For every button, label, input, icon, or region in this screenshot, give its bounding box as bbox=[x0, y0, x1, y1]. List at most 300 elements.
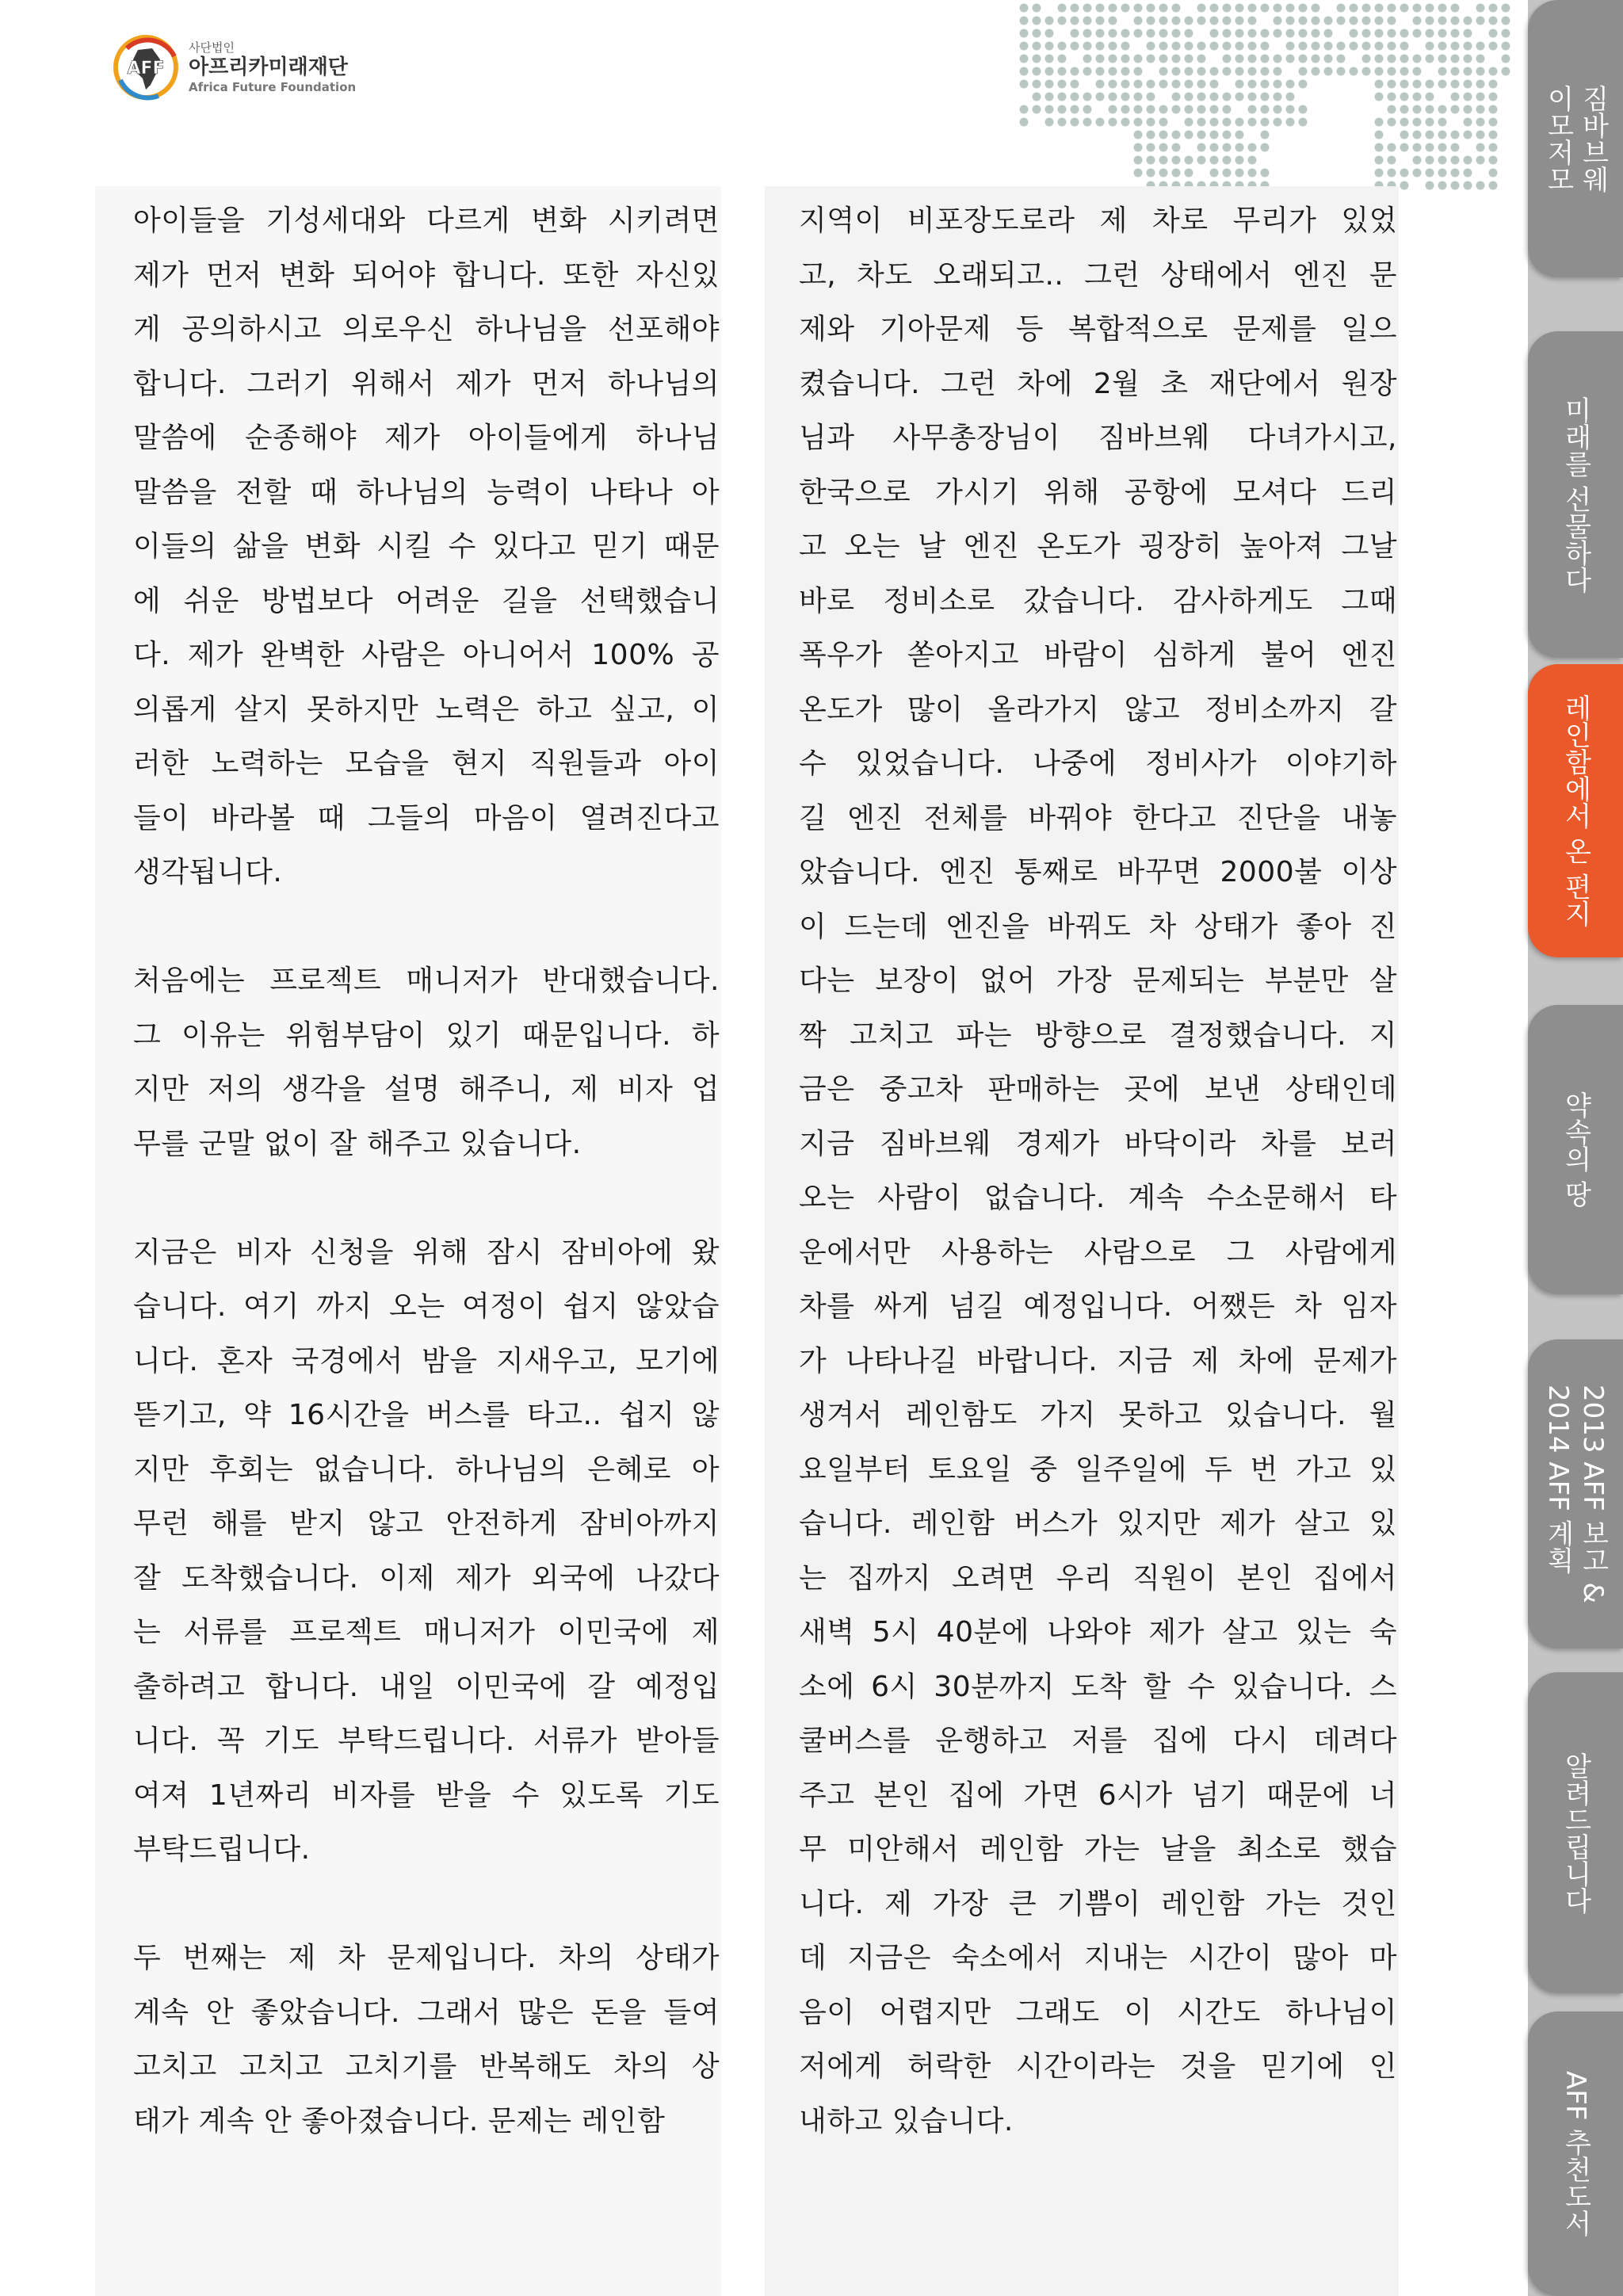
right-column-text-line: 다는 보장이 없어 가장 문제되는 부분만 살 bbox=[799, 965, 1397, 997]
right-column-text-line: 았습니다. 엔진 통째로 바꾸면 2000불 이상 bbox=[799, 856, 1397, 888]
map-dot bbox=[1083, 42, 1092, 51]
right-column-text-line: 오는 사람이 없습니다. 계속 수소문해서 타 bbox=[799, 1182, 1397, 1214]
map-dot bbox=[1274, 67, 1282, 76]
map-dot bbox=[1502, 67, 1510, 76]
map-dot bbox=[1210, 105, 1219, 114]
map-dot bbox=[1375, 42, 1384, 51]
map-dot bbox=[1197, 4, 1206, 13]
map-dot bbox=[1185, 118, 1193, 127]
map-dot bbox=[1033, 42, 1041, 51]
map-dot bbox=[1375, 93, 1384, 101]
map-dot bbox=[1134, 17, 1143, 25]
map-dot bbox=[1388, 93, 1396, 101]
map-dot bbox=[1426, 118, 1434, 127]
map-dot bbox=[1083, 118, 1092, 127]
map-dot bbox=[1375, 4, 1384, 13]
map-dot bbox=[1299, 67, 1308, 76]
map-dot bbox=[1413, 105, 1422, 114]
map-dot bbox=[1502, 4, 1510, 13]
map-dot bbox=[1235, 80, 1244, 89]
org-name: 아프리카미래재단 bbox=[189, 55, 348, 79]
map-dot bbox=[1375, 118, 1384, 127]
map-dot bbox=[1109, 118, 1117, 127]
map-dot bbox=[1172, 105, 1181, 114]
map-dot bbox=[1388, 105, 1396, 114]
map-dot bbox=[1248, 17, 1257, 25]
left-column-text-line: 그 이유는 위험부담이 있기 때문입니다. 하 bbox=[133, 1018, 720, 1052]
map-dot bbox=[1464, 42, 1472, 51]
left-column-text-line: 러한 노력하는 모습을 현지 직원들과 아이 bbox=[133, 747, 720, 780]
map-dot bbox=[1121, 42, 1130, 51]
map-dot bbox=[1210, 143, 1219, 152]
map-dot bbox=[1210, 118, 1219, 127]
map-dot bbox=[1489, 181, 1498, 190]
map-dot bbox=[1159, 169, 1168, 178]
paragraph-gap bbox=[133, 900, 720, 955]
map-dot bbox=[1033, 80, 1041, 89]
map-dot bbox=[1109, 4, 1117, 13]
map-dot bbox=[1375, 29, 1384, 38]
map-dot bbox=[1413, 17, 1422, 25]
map-dot bbox=[1147, 4, 1155, 13]
map-dot bbox=[1400, 29, 1409, 38]
map-dot bbox=[1362, 55, 1371, 63]
map-dot bbox=[1489, 93, 1498, 101]
map-dot bbox=[1058, 67, 1067, 76]
map-dot bbox=[1299, 105, 1308, 114]
map-dot bbox=[1312, 55, 1320, 63]
map-dot bbox=[1413, 156, 1422, 165]
map-dot bbox=[1261, 80, 1270, 89]
map-dot bbox=[1197, 131, 1206, 139]
map-dot bbox=[1451, 42, 1460, 51]
map-dot bbox=[1071, 105, 1079, 114]
map-dot bbox=[1172, 4, 1181, 13]
map-dot bbox=[1489, 42, 1498, 51]
map-dot bbox=[1159, 156, 1168, 165]
map-dot bbox=[1033, 55, 1041, 63]
left-column-text-line: 니다. 혼자 국경에서 밤을 지새우고, 모기에 bbox=[133, 1344, 720, 1377]
map-dot bbox=[1350, 29, 1358, 38]
map-dot bbox=[1261, 67, 1270, 76]
map-dot bbox=[1235, 118, 1244, 127]
map-dot bbox=[1286, 118, 1295, 127]
map-dot bbox=[1502, 29, 1510, 38]
right-column-text-line: 고 오는 날 엔진 온도가 굉장히 높아져 그날 bbox=[799, 530, 1397, 563]
map-dot bbox=[1147, 143, 1155, 152]
map-dot bbox=[1172, 17, 1181, 25]
section-tab-6[interactable] bbox=[1528, 1672, 1623, 1993]
map-dot bbox=[1235, 143, 1244, 152]
map-dot bbox=[1033, 29, 1041, 38]
map-dot bbox=[1197, 17, 1206, 25]
map-dot bbox=[1109, 80, 1117, 89]
map-dot bbox=[1324, 67, 1333, 76]
map-dot bbox=[1388, 55, 1396, 63]
map-dot bbox=[1426, 181, 1434, 190]
map-dot bbox=[1261, 169, 1270, 178]
map-dot bbox=[1159, 80, 1168, 89]
map-dot bbox=[1312, 29, 1320, 38]
map-dot bbox=[1476, 105, 1485, 114]
map-dot bbox=[1185, 67, 1193, 76]
map-dot bbox=[1274, 93, 1282, 101]
map-dot bbox=[1197, 67, 1206, 76]
map-dot bbox=[1045, 42, 1054, 51]
map-dot bbox=[1438, 42, 1447, 51]
map-dot bbox=[1476, 17, 1485, 25]
map-dot bbox=[1324, 55, 1333, 63]
section-tab-4[interactable] bbox=[1528, 1005, 1623, 1294]
map-dot bbox=[1083, 4, 1092, 13]
right-column-text-line: 한국으로 가시기 위해 공항에 모셔다 드리 bbox=[799, 476, 1397, 509]
map-dot bbox=[1159, 17, 1168, 25]
map-dot bbox=[1426, 156, 1434, 165]
map-dot bbox=[1210, 4, 1219, 13]
map-dot bbox=[1261, 55, 1270, 63]
map-dot bbox=[1147, 169, 1155, 178]
map-dot bbox=[1248, 42, 1257, 51]
map-dot bbox=[1058, 105, 1067, 114]
map-dot bbox=[1185, 42, 1193, 51]
map-dot bbox=[1109, 55, 1117, 63]
map-dot bbox=[1033, 17, 1041, 25]
map-dot bbox=[1438, 67, 1447, 76]
map-dot bbox=[1312, 17, 1320, 25]
map-dot bbox=[1223, 143, 1232, 152]
map-dot bbox=[1121, 4, 1130, 13]
map-dot bbox=[1502, 55, 1510, 63]
map-dot bbox=[1210, 169, 1219, 178]
map-dot bbox=[1299, 4, 1308, 13]
map-dot bbox=[1134, 4, 1143, 13]
map-dot bbox=[1362, 17, 1371, 25]
right-column-text-line: 길 엔진 전체를 바꿔야 한다고 진단을 내놓 bbox=[799, 801, 1397, 835]
map-dot bbox=[1134, 80, 1143, 89]
map-dot bbox=[1109, 29, 1117, 38]
right-column-text-line: 켰습니다. 그런 차에 2월 초 재단에서 원장 bbox=[799, 367, 1397, 400]
map-dot bbox=[1058, 80, 1067, 89]
section-tab-3[interactable] bbox=[1528, 664, 1623, 957]
map-dot bbox=[1426, 105, 1434, 114]
right-column-text-line: 새벽 5시 40분에 나와야 제가 살고 있는 숙 bbox=[799, 1616, 1397, 1648]
map-dot bbox=[1451, 4, 1460, 13]
left-column-text-line: 게 공의하시고 의로우신 하나님을 선포해야 bbox=[133, 313, 720, 346]
map-dot bbox=[1109, 67, 1117, 76]
map-dot bbox=[1464, 181, 1472, 190]
map-dot bbox=[1172, 143, 1181, 152]
map-dot bbox=[1248, 156, 1257, 165]
map-dot bbox=[1413, 93, 1422, 101]
section-tab-7[interactable] bbox=[1528, 2011, 1623, 2296]
map-dot bbox=[1121, 118, 1130, 127]
left-column-text-line: 니다. 꼭 기도 부탁드립니다. 서류가 받아들 bbox=[133, 1725, 720, 1757]
left-column-text-line: 출하려고 합니다. 내일 이민국에 갈 예정입 bbox=[133, 1670, 720, 1703]
map-dot bbox=[1400, 67, 1409, 76]
map-dot bbox=[1235, 156, 1244, 165]
map-dot bbox=[1476, 118, 1485, 127]
map-dot bbox=[1400, 169, 1409, 178]
section-tab-1[interactable] bbox=[1528, 0, 1623, 277]
map-dot bbox=[1185, 55, 1193, 63]
map-dot bbox=[1185, 93, 1193, 101]
right-column-text-line: 차를 싸게 넘길 예정입니다. 어쨌든 차 임자 bbox=[799, 1290, 1397, 1323]
map-dot bbox=[1235, 17, 1244, 25]
map-dot bbox=[1400, 105, 1409, 114]
map-dot bbox=[1261, 131, 1270, 139]
map-dot bbox=[1438, 181, 1447, 190]
map-dot bbox=[1388, 143, 1396, 152]
map-dot bbox=[1033, 67, 1041, 76]
left-column-text-line: 무런 해를 받지 않고 안전하게 잠비아까지 bbox=[133, 1507, 720, 1540]
map-dot bbox=[1096, 80, 1105, 89]
map-dot bbox=[1375, 156, 1384, 165]
map-dot bbox=[1121, 80, 1130, 89]
map-dot bbox=[1312, 4, 1320, 13]
map-dot bbox=[1058, 17, 1067, 25]
map-dot bbox=[1223, 17, 1232, 25]
map-dot bbox=[1451, 131, 1460, 139]
map-dot bbox=[1071, 17, 1079, 25]
map-dot bbox=[1438, 80, 1447, 89]
org-name-english: Africa Future Foundation bbox=[189, 80, 357, 94]
map-dot bbox=[1033, 93, 1041, 101]
right-column-text-line: 무 미안해서 레인함 가는 날을 최소로 했습 bbox=[799, 1833, 1397, 1866]
map-dot bbox=[1147, 55, 1155, 63]
map-dot bbox=[1476, 143, 1485, 152]
map-dot bbox=[1235, 93, 1244, 101]
map-dot bbox=[1020, 42, 1029, 51]
map-dot bbox=[1476, 55, 1485, 63]
map-dot bbox=[1299, 17, 1308, 25]
left-column-text-line: 아이들을 기성세대와 다르게 변화 시키려면 bbox=[133, 204, 720, 237]
map-dot bbox=[1210, 80, 1219, 89]
map-dot bbox=[1350, 17, 1358, 25]
map-dot bbox=[1223, 55, 1232, 63]
map-dot bbox=[1197, 55, 1206, 63]
map-dot bbox=[1134, 131, 1143, 139]
map-dot bbox=[1274, 17, 1282, 25]
map-dot bbox=[1033, 105, 1041, 114]
map-dot bbox=[1426, 93, 1434, 101]
map-dot bbox=[1235, 42, 1244, 51]
map-dot bbox=[1197, 80, 1206, 89]
section-tab-label: 짐바브웨 이모저모 bbox=[1542, 85, 1609, 193]
map-dot bbox=[1159, 42, 1168, 51]
map-dot bbox=[1337, 4, 1346, 13]
map-dot bbox=[1109, 105, 1117, 114]
map-dot bbox=[1489, 17, 1498, 25]
map-dot bbox=[1426, 29, 1434, 38]
org-type-label: 사단법인 bbox=[189, 40, 235, 55]
left-column-text-line: 고치고 고치고 고치기를 반복해도 차의 상 bbox=[133, 2050, 720, 2083]
map-dot bbox=[1033, 4, 1041, 13]
map-dot bbox=[1312, 42, 1320, 51]
map-dot bbox=[1045, 93, 1054, 101]
left-column-text-line: 두 번째는 제 차 문제입니다. 차의 상태가 bbox=[133, 1942, 720, 1974]
map-dot bbox=[1464, 93, 1472, 101]
map-dot bbox=[1096, 55, 1105, 63]
map-dot bbox=[1083, 67, 1092, 76]
map-dot bbox=[1083, 105, 1092, 114]
map-dot bbox=[1134, 105, 1143, 114]
right-column-text-line: 바로 정비소로 갔습니다. 감사하게도 그때 bbox=[799, 584, 1397, 617]
map-dot bbox=[1058, 42, 1067, 51]
map-dot bbox=[1375, 55, 1384, 63]
map-dot bbox=[1388, 118, 1396, 127]
map-dot bbox=[1197, 156, 1206, 165]
map-dot bbox=[1476, 42, 1485, 51]
map-dot bbox=[1400, 55, 1409, 63]
map-dot bbox=[1464, 105, 1472, 114]
map-dot bbox=[1274, 55, 1282, 63]
map-dot bbox=[1197, 143, 1206, 152]
map-dot bbox=[1121, 29, 1130, 38]
map-dot bbox=[1210, 17, 1219, 25]
map-dot bbox=[1426, 4, 1434, 13]
map-dot bbox=[1489, 105, 1498, 114]
map-dot bbox=[1261, 93, 1270, 101]
map-dot bbox=[1400, 131, 1409, 139]
section-tab-label: AFF 추천도서 bbox=[1560, 2070, 1591, 2237]
right-column-text-line: 제와 기아문제 등 복합적으로 문제를 일으 bbox=[799, 313, 1397, 346]
right-column-text-line: 습니다. 레인함 버스가 있지만 제가 살고 있 bbox=[799, 1507, 1397, 1540]
map-dot bbox=[1071, 118, 1079, 127]
map-dot bbox=[1235, 55, 1244, 63]
map-dot bbox=[1451, 29, 1460, 38]
map-dot bbox=[1045, 105, 1054, 114]
map-dot bbox=[1210, 131, 1219, 139]
map-dot bbox=[1172, 67, 1181, 76]
map-dot bbox=[1172, 169, 1181, 178]
left-column-text-line: 계속 안 좋았습니다. 그래서 많은 돈을 들여 bbox=[133, 1996, 720, 2029]
map-dot bbox=[1045, 80, 1054, 89]
map-dot bbox=[1324, 29, 1333, 38]
map-dot bbox=[1020, 67, 1029, 76]
map-dot bbox=[1451, 80, 1460, 89]
map-dot bbox=[1058, 118, 1067, 127]
map-dot bbox=[1172, 93, 1181, 101]
left-column-text-line: 무를 군말 없이 잘 해주고 있습니다. bbox=[133, 1127, 582, 1160]
map-dot bbox=[1223, 118, 1232, 127]
map-dot bbox=[1299, 29, 1308, 38]
map-dot bbox=[1159, 131, 1168, 139]
map-dot bbox=[1464, 169, 1472, 178]
map-dot bbox=[1096, 67, 1105, 76]
map-dot bbox=[1464, 80, 1472, 89]
left-column-text-line: 말씀을 전할 때 하나님의 능력이 나타나 아 bbox=[133, 476, 720, 509]
map-dot bbox=[1223, 131, 1232, 139]
map-dot bbox=[1134, 93, 1143, 101]
right-column-text-line: 이 드는데 엔진을 바꿔도 차 상태가 좋아 진 bbox=[799, 910, 1397, 943]
map-dot bbox=[1286, 4, 1295, 13]
map-dot bbox=[1476, 93, 1485, 101]
map-dot bbox=[1020, 55, 1029, 63]
map-dot bbox=[1045, 118, 1054, 127]
map-dot bbox=[1197, 105, 1206, 114]
map-dot bbox=[1172, 156, 1181, 165]
map-dot bbox=[1489, 4, 1498, 13]
map-dot bbox=[1096, 93, 1105, 101]
map-dot bbox=[1375, 143, 1384, 152]
map-dot bbox=[1261, 143, 1270, 152]
map-dot bbox=[1121, 93, 1130, 101]
map-dot bbox=[1312, 67, 1320, 76]
map-dot bbox=[1426, 80, 1434, 89]
map-dot bbox=[1185, 17, 1193, 25]
map-dot bbox=[1413, 118, 1422, 127]
map-dot bbox=[1058, 4, 1067, 13]
map-dot bbox=[1235, 67, 1244, 76]
map-dot bbox=[1134, 55, 1143, 63]
right-column-text-line: 운에서만 사용하는 사람으로 그 사람에게 bbox=[799, 1236, 1397, 1269]
section-tab-label: 약속의 땅 bbox=[1560, 1091, 1591, 1208]
left-column-text-line: 에 쉬운 방법보다 어려운 길을 선택했습니 bbox=[133, 584, 720, 617]
map-dot bbox=[1147, 29, 1155, 38]
right-text-column bbox=[799, 194, 1397, 2149]
map-dot bbox=[1109, 42, 1117, 51]
map-dot bbox=[1058, 93, 1067, 101]
left-column-text-line: 이들의 삶을 변화 시킬 수 있다고 믿기 때문 bbox=[133, 530, 720, 563]
map-dot bbox=[1413, 143, 1422, 152]
section-tab-5[interactable] bbox=[1528, 1339, 1623, 1648]
map-dot bbox=[1337, 17, 1346, 25]
map-dot bbox=[1476, 181, 1485, 190]
map-dot bbox=[1096, 17, 1105, 25]
section-tab-label: 레인함에서 온 편지 bbox=[1560, 694, 1591, 927]
section-tab-2[interactable] bbox=[1528, 331, 1623, 658]
foundation-logo bbox=[111, 32, 356, 103]
map-dot bbox=[1223, 67, 1232, 76]
map-dot bbox=[1134, 156, 1143, 165]
map-dot bbox=[1489, 67, 1498, 76]
map-dot bbox=[1096, 29, 1105, 38]
map-dot bbox=[1426, 55, 1434, 63]
map-dot bbox=[1248, 29, 1257, 38]
map-dot bbox=[1413, 4, 1422, 13]
right-column-text-line: 고, 차도 오래되고.. 그런 상태에서 엔진 문 bbox=[799, 258, 1397, 292]
map-dot bbox=[1159, 4, 1168, 13]
map-dot bbox=[1438, 143, 1447, 152]
section-tab-label: 미래를 선물하다 bbox=[1560, 395, 1591, 594]
map-dot bbox=[1197, 118, 1206, 127]
map-dot bbox=[1096, 4, 1105, 13]
map-dot bbox=[1464, 17, 1472, 25]
map-dot bbox=[1147, 118, 1155, 127]
map-dot bbox=[1299, 55, 1308, 63]
map-dot bbox=[1438, 105, 1447, 114]
left-column-text-line: 의롭게 살지 못하지만 노력은 하고 싶고, 이 bbox=[133, 693, 720, 726]
right-column-text-line: 데 지금은 숙소에서 지내는 시간이 많아 마 bbox=[799, 1942, 1397, 1974]
map-dot bbox=[1489, 118, 1498, 127]
left-column-text-line: 생각됩니다. bbox=[133, 856, 283, 888]
map-dot bbox=[1159, 67, 1168, 76]
map-dot bbox=[1274, 105, 1282, 114]
map-dot bbox=[1020, 118, 1029, 127]
map-dot bbox=[1388, 156, 1396, 165]
map-dot bbox=[1438, 55, 1447, 63]
map-dot bbox=[1464, 118, 1472, 127]
right-column-text-line: 짝 고치고 파는 방향으로 결정했습니다. 지 bbox=[799, 1018, 1397, 1052]
right-column-text-line: 주고 본인 집에 가면 6시가 넘기 때문에 너 bbox=[799, 1778, 1397, 1812]
map-dot bbox=[1375, 169, 1384, 178]
map-dot bbox=[1489, 143, 1498, 152]
map-dot bbox=[1083, 29, 1092, 38]
map-dot bbox=[1248, 118, 1257, 127]
map-dot bbox=[1476, 156, 1485, 165]
map-dot bbox=[1388, 17, 1396, 25]
map-dot bbox=[1286, 55, 1295, 63]
